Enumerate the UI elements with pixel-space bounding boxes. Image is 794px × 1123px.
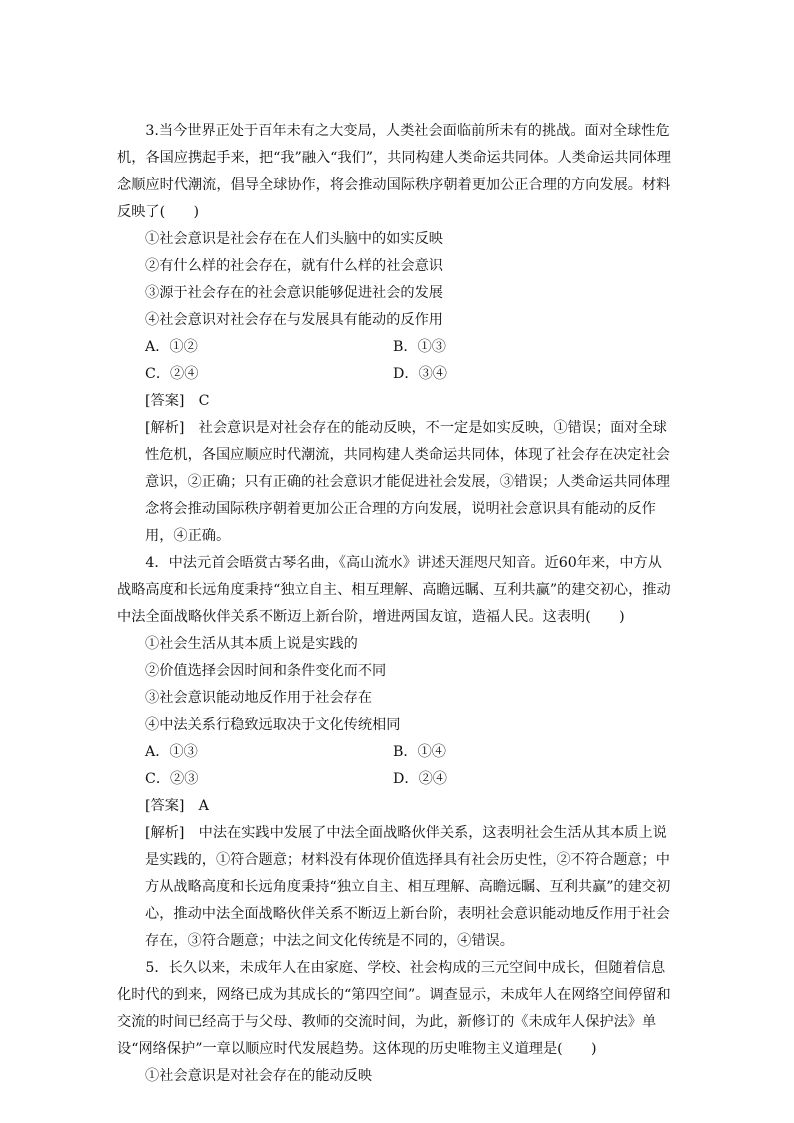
statement-3: ③社会意识能动地反作用于社会存在	[145, 690, 373, 706]
statement-2: ②价值选择会因时间和条件变化而不同	[145, 663, 387, 679]
statement-4: ④中法关系行稳致远取决于文化传统相同	[145, 717, 401, 733]
choice-row	[145, 766, 675, 793]
statement-2: ②有什么样的社会存在，就有什么样的社会意识	[145, 258, 443, 274]
choice-row	[145, 739, 675, 766]
question-4	[117, 550, 675, 955]
choice-c: C．②④	[145, 366, 199, 382]
statement-4: ④社会意识对社会存在与发展具有能动的反作用	[145, 312, 443, 328]
choice-b: B．①③	[393, 339, 446, 355]
question-stem: 5．长久以来，未成年人在由家庭、学校、社会构成的三元空间中成长，但随着信息化时代的到来，网络已成为其成长的“第四空间”。调查显示，未成年人在网络空间停留和交流的时间已经高于与父母、教师的交流时间，为此，新修订的《未成年人保护法》单设“网络保护”一章以顺应时代发展趋势。这体现的历史唯物主义道理是( )	[117, 960, 671, 1057]
choice-a: A．①③	[145, 744, 198, 760]
choice-d: D．②④	[393, 771, 447, 787]
analysis-paragraph: [解析] 社会意识是对社会存在的能动反映，不一定是如实反映，①错误；面对全球性危机，各国应顺应时代潮流，共同构建人类命运共同体，体现了社会存在决定社会意识，②正确；只有正确的社会意识才能促进社会发展，③错误；人类命运共同体理念将会推动国际秩序朝着更加公正合理的方向发展，说明社会意识具有能动的反作用，④正确。	[145, 420, 670, 544]
choice-b: B．①④	[393, 744, 446, 760]
question-stem: 3.当今世界正处于百年未有之大变局，人类社会面临前所未有的挑战。面对全球性危机，各国应携起手来，把“我”融入“我们”，共同构建人类命运共同体。人类命运共同体理念顺应时代潮流，倡导全球协作，将会推动国际秩序朝着更加公正合理的方向发展。材料反映了( )	[117, 123, 671, 220]
statement-1: ①社会意识是对社会存在的能动反映	[145, 1068, 373, 1084]
answer-line: [答案] C	[145, 393, 210, 409]
question-stem: 4．中法元首会晤赏古琴名曲，《高山流水》讲述天涯咫尺知音。近60年来，中方从战略高度和长远角度秉持“独立自主、相互理解、高瞻远瞩、互利共赢”的建交初心，推动中法全面战略伙伴关系不断迈上新台阶，增进两国友谊，造福人民。这表明( )	[117, 555, 671, 625]
statement-3: ③源于社会存在的社会意识能够促进社会的发展	[145, 285, 443, 301]
choice-row	[145, 334, 675, 361]
question-5	[117, 955, 675, 1090]
choice-d: D．③④	[393, 366, 447, 382]
answer-line: [答案] A	[145, 798, 209, 814]
choice-row	[145, 361, 675, 388]
choice-a: A．①②	[145, 339, 198, 355]
choice-c: C．②③	[145, 771, 199, 787]
statement-1: ①社会意识是社会存在在人们头脑中的如实反映	[145, 231, 443, 247]
question-content	[117, 118, 675, 1090]
statement-1: ①社会生活从其本质上说是实践的	[145, 636, 358, 652]
analysis-paragraph: [解析] 中法在实践中发展了中法全面战略伙伴关系，这表明社会生活从其本质上说是实践的，①符合题意；材料没有体现价值选择具有社会历史性，②不符合题意；中方从战略高度和长远角度秉持“独立自主、相互理解、高瞻远瞩、互利共赢”的建交初心，推动中法全面战略伙伴关系不断迈上新台阶，表明社会意识能动地反作用于社会存在，③符合题意；中法之间文化传统是不同的，④错误。	[145, 825, 671, 949]
question-3	[117, 118, 675, 550]
